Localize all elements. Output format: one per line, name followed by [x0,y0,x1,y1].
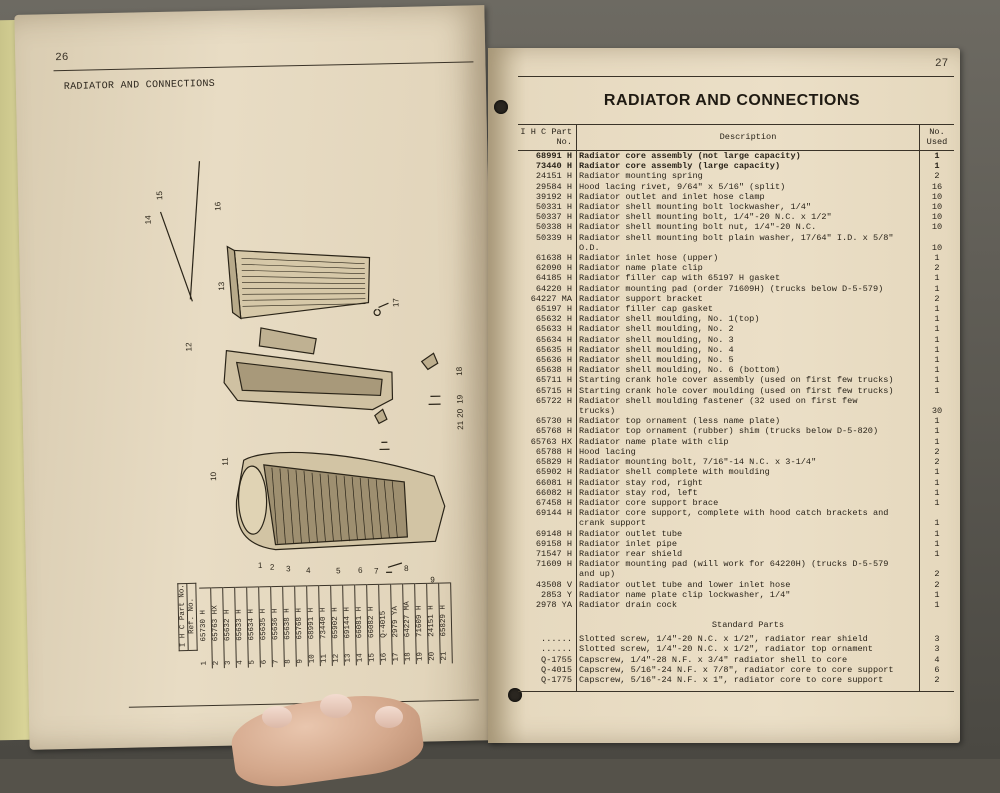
quantity-used-cell: 10 [931,242,943,253]
description-cell: Radiator core assembly (not large capacity) [577,151,920,162]
ref-number: 1 [200,660,209,666]
bracket-18-drawing [422,353,438,369]
parts-row [518,478,954,488]
quantity-used-cell: 30 [931,406,943,417]
quantity-used-cell: 1 [934,528,940,539]
ref-number: 11 [320,653,329,664]
quantity-used-cell: 1 [934,477,940,488]
description-cell: Radiator outlet and inlet hose clamp [577,192,920,202]
parts-row [518,182,954,192]
header-description: Description [577,125,920,151]
description-cell: Radiator mounting spring [577,171,920,181]
callout-label: 10 [208,471,219,482]
radiator-shell-grille-drawing [235,449,445,550]
quantity-used-cell [920,559,955,569]
part-number-cell: 29584 H [518,182,577,192]
ref-table-header-part: I H C Part No. [178,584,188,648]
part-number-cell: 24151 H [518,171,577,181]
callout-label: 17 [391,298,401,308]
part-number-cell: 65902 H [518,467,577,477]
parts-table-body [518,151,954,692]
description-cell: Radiator filler cap with 65197 H gasket [577,273,920,283]
parts-row [518,222,954,232]
description-cell: Radiator shell mounting bolt, 1/4"-20 N.C. x 1/2" [577,212,920,222]
part-number-cell [518,518,577,528]
quantity-used-cell: 1 [934,497,940,508]
description-cell: Radiator shell moulding, No. 1(top) [577,314,920,324]
part-number-cell [518,406,577,416]
parts-row [518,335,954,345]
part-number-cell: 43508 V [518,580,577,590]
ref-part-number: 65763 HX [211,587,223,642]
header-no-used: No. Used [920,125,955,151]
part-number-cell: 65634 H [518,335,577,345]
description-cell: Starting crank hole cover moulding (used on first few trucks) [577,386,920,396]
header-part-no: I H C Part No. [518,125,577,151]
fingernail [375,706,403,728]
callout-label: 18 [454,366,465,376]
callout-label: 1 [257,560,263,571]
description-cell: Radiator mounting bolt, 7/16"-14 N.C. x 3-1/4" [577,457,920,467]
parts-row [518,498,954,508]
callout-label: 16 [213,201,223,211]
description-cell: Capscrew, 1/4"-28 N.F. x 3/4" radiator shell to core [577,655,920,665]
ref-number: 16 [380,652,389,662]
parts-row [518,416,954,426]
ref-part-number: 73440 H [319,585,331,640]
radiator-core-drawing [227,244,370,319]
part-number-cell: 65730 H [518,416,577,426]
ref-part-number: 65632 H [223,587,235,642]
description-cell: Radiator mounting pad (will work for 64220H) (trucks D-5-579 [577,559,920,569]
quantity-used-cell: 6 [934,664,940,675]
part-number-cell: 69158 H [518,539,577,549]
parts-row [518,426,954,436]
ref-part-number: 65768 H [295,585,307,640]
parts-table [518,124,954,692]
description-cell: Capscrew, 5/16"-24 N.F. x 7/8", radiator core to core support [577,665,920,675]
quantity-used-cell: 3 [934,644,940,655]
quantity-used-cell: 1 [934,314,940,325]
description-cell: Radiator shell moulding fastener (32 used on first few [577,396,920,406]
description-cell: Radiator mounting pad (order 71609H) (trucks below D-5-579) [577,284,920,294]
ref-part-number: 24151 H [427,583,439,638]
ref-number: 18 [404,652,413,662]
description-cell: Radiator stay rod, right [577,478,920,488]
ref-number: 17 [392,652,401,662]
part-number-cell: 65788 H [518,447,577,457]
bolt-17-drawing [374,303,389,315]
quantity-used-cell: 1 [934,365,940,376]
quantity-used-cell: 1 [934,151,940,161]
callout-label: 7 [373,566,379,576]
description-cell: Radiator top ornament (less name plate) [577,416,920,426]
ref-part-number: 65633 H [235,587,247,642]
parts-row [518,253,954,263]
part-number-cell: 66082 H [518,488,577,498]
quantity-used-cell: 1 [934,273,940,284]
parts-row [518,365,954,375]
parts-row [518,447,954,457]
description-cell: Radiator inlet hose (upper) [577,253,920,263]
part-number-cell: 65829 H [518,457,577,467]
description-cell: Radiator shell mounting bolt plain washer, 17/64" I.D. x 5/8" [577,233,920,243]
ref-part-number: 64227 MA [403,583,415,638]
ref-part-number: 66082 H [367,584,379,639]
quantity-used-cell: 2 [934,446,940,457]
bolts-19-20-drawing [428,396,440,404]
ref-number: 4 [236,660,245,665]
part-number-cell: 66081 H [518,478,577,488]
part-number-cell: 2978 YA [518,600,577,610]
quantity-used-cell: 1 [934,324,940,335]
quantity-used-cell [920,233,955,243]
radiator-exploded-diagram [137,146,476,603]
table-end-row [518,685,954,692]
parts-row [518,314,954,324]
part-number-cell: 65633 H [518,324,577,334]
ref-part-number: 65634 H [247,586,259,641]
parts-row [518,171,954,181]
description-cell: Radiator shell mounting bolt nut, 1/4"-20 N.C. [577,222,920,232]
quantity-used-cell [920,396,955,406]
callout-label: 5 [335,566,341,576]
drain-cock-drawing [386,563,402,572]
parts-row [518,396,954,406]
parts-row [518,386,954,396]
description-cell: Slotted screw, 1/4"-20 N.C. x 1/2", radiator rear shield [577,634,920,644]
ref-number: 13 [344,653,353,663]
callout-label: 20 [455,408,465,418]
part-number-cell: 71547 H [518,549,577,559]
description-cell: Radiator shell moulding, No. 6 (bottom) [577,365,920,375]
description-cell: Radiator filler cap gasket [577,304,920,314]
ref-number: 19 [416,651,425,662]
parts-row [518,488,954,498]
left-page-number: 26 [55,51,69,65]
parts-row [518,161,954,171]
description-cell: Radiator name plate with clip [577,437,920,447]
callout-label: 8 [403,563,409,573]
part-number-cell: 50339 H [518,233,577,243]
part-number-cell: 73440 H [518,161,577,171]
callout-label: 11 [220,457,230,466]
ref-part-number: 2979 YA [391,583,403,638]
right-page-number: 27 [935,58,949,70]
part-number-cell: 64185 H [518,273,577,283]
parts-row [518,559,954,569]
parts-row [518,273,954,283]
quantity-used-cell: 1 [934,599,940,610]
description-cell: Radiator shell moulding, No. 5 [577,355,920,365]
fingernail [262,706,292,728]
left-header-rule [54,61,474,71]
quantity-used-cell: 1 [934,426,940,437]
part-number-cell: 65632 H [518,314,577,324]
ref-number: 10 [308,654,317,664]
ref-part-number: 65638 H [283,586,295,641]
parts-row [518,212,954,222]
description-cell: Radiator core assembly (large capacity) [577,161,920,171]
part-number-cell: 69144 H [518,508,577,518]
ref-number: 14 [356,653,365,663]
quantity-used-cell [920,508,955,518]
ref-part-number: 68991 H [307,585,319,640]
ref-part-number: 69144 H [343,584,355,639]
ref-part-number: 65635 H [259,586,271,641]
ref-table-header-ref: Ref. No. [187,597,197,634]
description-cell: Radiator inlet pipe [577,539,920,549]
quantity-used-cell: 1 [934,283,940,294]
ref-number: 9 [296,658,305,664]
reference-number-table [177,583,197,651]
part-number-cell: 65722 H [518,396,577,406]
part-number-cell: 65711 H [518,375,577,385]
description-cell: Radiator rear shield [577,549,920,559]
description-cell: Hood lacing rivet, 9/64" x 5/16" (split) [577,182,920,192]
callout-label: 4 [305,565,311,576]
parts-row [518,355,954,365]
stay-rod-left [161,211,193,302]
callout-label: 12 [184,342,194,352]
quantity-used-cell: 1 [934,538,940,549]
ref-number: 5 [248,659,257,665]
ref-number: 20 [428,651,437,661]
ref-number: 2 [212,660,221,666]
ref-table-column [439,582,453,663]
parts-row [518,345,954,355]
part-number-cell: 68991 H [518,151,577,162]
description-cell: Starting crank hole cover assembly (used on first few trucks) [577,375,920,385]
ref-part-number: 65636 H [271,586,283,641]
clip-drawing [375,409,387,423]
description-cell: crank support [577,518,920,528]
standard-parts-heading: Standard Parts [577,616,920,634]
parts-row [518,437,954,447]
parts-row [518,529,954,539]
fingernail [320,694,352,718]
quantity-used-cell: 2 [934,171,940,182]
part-number-cell: 50331 H [518,202,577,212]
quantity-used-cell: 1 [934,416,940,427]
parts-row [518,284,954,294]
core-support-drawing [223,325,393,412]
part-number-cell: Q-4015 [518,665,577,675]
quantity-used-cell: 1 [934,334,940,345]
part-number-cell: 64220 H [518,284,577,294]
part-number-cell: 2853 Y [518,590,577,600]
part-number-cell: 65638 H [518,365,577,375]
parts-row [518,644,954,654]
callout-label: 3 [285,564,291,574]
parts-row [518,665,954,675]
quantity-used-cell: 10 [931,191,943,202]
reference-table-columns [199,582,453,668]
description-cell: Radiator stay rod, left [577,488,920,498]
parts-row [518,549,954,559]
quantity-used-cell: 2 [934,293,940,304]
callout-label: 21 [455,420,466,430]
part-number-cell: 65768 H [518,426,577,436]
ref-number: 15 [368,652,377,663]
description-cell: Radiator name plate clip lockwasher, 1/4" [577,590,920,600]
parts-row [518,233,954,243]
quantity-used-cell: 3 [934,634,940,645]
left-running-head: RADIATOR AND CONNECTIONS [63,78,216,93]
parts-row [518,569,954,579]
part-number-cell: 71609 H [518,559,577,569]
parts-row [518,590,954,600]
part-number-cell [518,569,577,579]
quantity-used-cell: 2 [934,569,940,580]
part-number-cell: 65636 H [518,355,577,365]
description-cell: Radiator drain cock [577,600,920,610]
part-number-cell: 65197 H [518,304,577,314]
parts-row [518,600,954,610]
quantity-used-cell: 1 [934,253,940,264]
binding-hole [494,100,508,114]
description-cell: Radiator core support brace [577,498,920,508]
description-cell: Radiator shell moulding, No. 3 [577,335,920,345]
description-cell: Radiator shell mounting bolt lockwasher, 1/4" [577,202,920,212]
parts-row [518,457,954,467]
description-cell: Radiator shell complete with moulding [577,467,920,477]
quantity-used-cell: 1 [934,518,940,529]
ref-number: 7 [272,659,281,665]
parts-row [518,634,954,644]
part-number-cell: 65715 H [518,386,577,396]
ref-part-number: 71609 H [415,583,427,638]
part-number-cell: ...... [518,634,577,644]
quantity-used-cell: 2 [934,263,940,274]
quantity-used-cell: 10 [931,202,943,213]
ref-part-number: 65730 H [199,587,211,642]
quantity-used-cell: 10 [931,212,943,223]
section-row [518,616,954,634]
parts-row [518,202,954,212]
callout-label: 2 [269,562,275,572]
quantity-used-cell: 4 [934,654,940,665]
description-cell: Capscrew, 5/16"-24 N.F. x 1", radiator core to core support [577,675,920,685]
description-cell: Radiator support bracket [577,294,920,304]
part-number-cell: 61638 H [518,253,577,263]
quantity-used-cell: 1 [934,385,940,396]
quantity-used-cell: 1 [934,487,940,498]
part-number-cell: ...... [518,644,577,654]
description-cell: Radiator name plate clip [577,263,920,273]
quantity-used-cell: 1 [934,344,940,355]
description-cell: Radiator outlet tube and lower inlet hose [577,580,920,590]
description-cell: O.D. [577,243,920,253]
page-title: RADIATOR AND CONNECTIONS [603,92,861,109]
part-number-cell: Q-1775 [518,675,577,685]
part-number-cell: 62090 H [518,263,577,273]
parts-row [518,518,954,528]
parts-row [518,151,954,162]
quantity-used-cell: 1 [934,436,940,447]
parts-row [518,304,954,314]
stay-rod-right [187,161,202,299]
description-cell: Hood lacing [577,447,920,457]
part-number-cell: Q-1755 [518,655,577,665]
parts-row [518,294,954,304]
quantity-used-cell: 1 [934,304,940,315]
description-cell: Radiator shell moulding, No. 2 [577,324,920,334]
part-number-cell: 67458 H [518,498,577,508]
callout-label: 9 [430,575,435,585]
quantity-used-cell: 10 [931,222,943,233]
ref-part-number: 65829 H [439,582,451,637]
part-number-cell: 65635 H [518,345,577,355]
parts-table-header [518,125,954,151]
quantity-used-cell: 1 [934,355,940,366]
quantity-used-cell: 1 [934,467,940,478]
part-number-cell: 69148 H [518,529,577,539]
description-cell: Radiator outlet tube [577,529,920,539]
parts-row [518,580,954,590]
quantity-used-cell: 1 [934,161,940,172]
quantity-used-cell: 1 [934,548,940,559]
description-cell: Radiator shell moulding, No. 4 [577,345,920,355]
parts-row [518,192,954,202]
quantity-used-cell: 1 [934,589,940,600]
ref-number: 12 [332,653,341,663]
parts-row [518,467,954,477]
right-header-rule [518,76,954,77]
quantity-used-cell: 2 [934,457,940,468]
description-cell: trucks) [577,406,920,416]
parts-row [518,406,954,416]
description-cell: and up) [577,569,920,579]
part-number-cell [518,243,577,253]
description-cell: Radiator core support, complete with hood catch brackets and [577,508,920,518]
part-number-cell: 39192 H [518,192,577,202]
parts-row [518,324,954,334]
parts-row [518,539,954,549]
part-number-cell: 64227 MA [518,294,577,304]
callout-label: 6 [357,565,363,575]
quantity-used-cell: 16 [931,181,943,192]
callout-label: 19 [455,394,465,404]
parts-row [518,375,954,385]
description-cell: Radiator top ornament (rubber) shim (trucks below D-5-820) [577,426,920,436]
ref-number: 8 [284,659,293,664]
parts-row [518,508,954,518]
callout-label: 13 [216,281,227,291]
ref-part-number: 65902 H [331,585,343,640]
parts-row [518,655,954,665]
ref-part-number: 66081 H [355,584,367,639]
part-number-cell: 50337 H [518,212,577,222]
parts-row [518,243,954,253]
ref-number: 3 [224,660,233,666]
callout-label: 14 [143,215,153,225]
quantity-used-cell: 1 [934,375,940,386]
parts-row [518,675,954,685]
ref-part-number: Q-4015 [379,584,391,639]
ref-number: 6 [260,659,269,665]
ref-number: 21 [440,651,449,661]
part-number-cell: 50338 H [518,222,577,232]
part-number-cell: 65763 HX [518,437,577,447]
callout-label: 15 [155,190,165,201]
quantity-used-cell: 2 [934,674,940,685]
description-cell: Slotted screw, 1/4"-20 N.C. x 1/2", radiator top ornament [577,644,920,654]
quantity-used-cell: 2 [934,579,940,590]
parts-row [518,263,954,273]
